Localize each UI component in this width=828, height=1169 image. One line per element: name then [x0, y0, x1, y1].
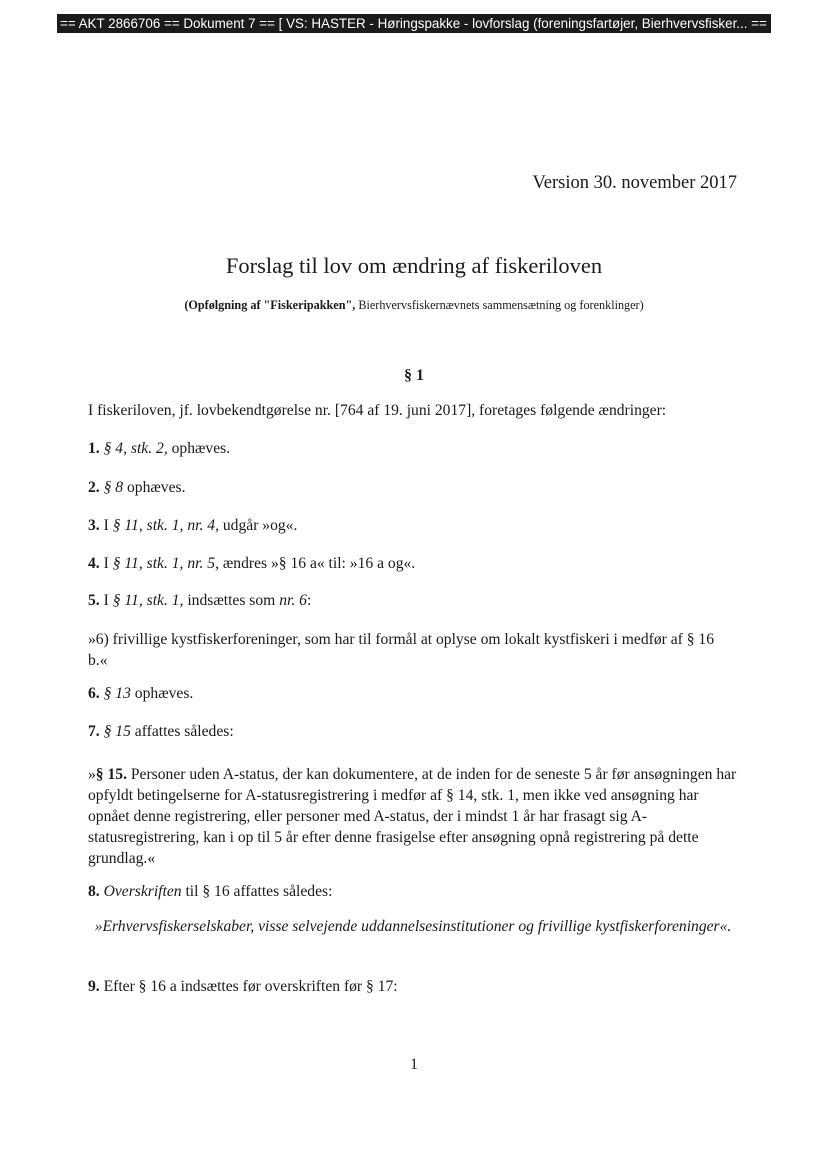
amendment-item-4 [88, 553, 415, 574]
item-reference: § 11, stk. 1, nr. 5, [112, 555, 219, 572]
item-number: 1. [88, 440, 100, 457]
item-text: I [99, 555, 113, 572]
item-text: ophæves. [130, 685, 194, 702]
item-text: indsættes som [183, 592, 280, 609]
item-text: udgår »og«. [218, 517, 298, 534]
item-5-quote: »6) frivillige kystfiskerforeninger, som har til formål at oplyse om lokalt kystfiskeri i medfør af § 16 b.« [88, 631, 715, 669]
quote-open-mark: » [88, 766, 96, 783]
amendment-item-5 [88, 590, 311, 611]
item-text: til § 16 affattes således: [181, 883, 333, 900]
section-heading: § 1 [404, 367, 424, 384]
amendment-item-7 [88, 721, 234, 742]
item-reference: Overskriften [103, 883, 182, 900]
quote-section-ref: § 15. [95, 766, 127, 783]
document-header-bar: == AKT 2866706 == Dokument 7 == [ VS: HASTER - Høringspakke - lovforslag (foreningsfartøjer, Bierhvervsfisker... == [57, 14, 771, 33]
amendment-item-2 [88, 477, 185, 498]
item-text: I [99, 517, 113, 534]
item-number: 7. [88, 723, 100, 740]
item-text: ændres »§ 16 a« til: »16 a og«. [218, 555, 416, 572]
subtitle-bold-part: (Opfølgning af "Fiskeripakken", [184, 298, 359, 312]
quote-text: Personer uden A-status, der kan dokumentere, at de inden for de seneste 5 år før ansøgningen har opfyldt betingelserne for A-statusregistrering i medfør af § 14, stk. 1, men ikke ved ansøgning har opnået denne registrering, eller personer med A-status, der i mindst 1 år har frasagt sig A-statusregistrering, kan i op til 5 år efter denne frasigelse efter ansøgning opnå registrering på dette grundlag.« [88, 766, 737, 867]
amendment-item-8 [88, 881, 332, 902]
item-reference: § 15 [103, 723, 131, 740]
item-8-quote: »Erhvervsfiskerselskaber, visse selvejende uddannelsesinstitutioner og frivillige kystfiskerforeninger«. [94, 918, 732, 935]
page-number: 1 [410, 1056, 418, 1073]
amendment-item-6 [88, 683, 193, 704]
item-text: affattes således: [130, 723, 234, 740]
item-text-2: : [306, 592, 312, 609]
item-number: 9. [88, 978, 100, 995]
item-number: 3. [88, 517, 100, 534]
item-text: I [99, 592, 113, 609]
item-reference-2: nr. 6 [279, 592, 307, 609]
item-reference: § 8 [103, 479, 124, 496]
amendment-item-3 [88, 515, 297, 536]
version-date: Version 30. november 2017 [532, 173, 737, 193]
subtitle-normal-part: Bierhvervsfiskernævnets sammensætning og forenklinger) [358, 298, 644, 312]
item-reference: § 11, stk. 1, nr. 4, [112, 517, 219, 534]
item-number: 5. [88, 592, 100, 609]
item-7-quote [88, 764, 738, 869]
intro-paragraph: I fiskeriloven, jf. lovbekendtgørelse nr. [764 af 19. juni 2017], foretages følgende ændringer: [88, 402, 667, 419]
page-title: Forslag til lov om ændring af fiskeriloven [225, 253, 603, 278]
item-reference: § 4, stk. 2, [103, 440, 168, 457]
item-reference: § 11, stk. 1, [112, 592, 184, 609]
amendment-item-9 [88, 976, 398, 997]
item-number: 6. [88, 685, 100, 702]
item-text: ophæves. [123, 479, 186, 496]
item-reference: § 13 [103, 685, 131, 702]
page-subtitle [0, 298, 828, 313]
item-text: Efter § 16 a indsættes før overskriften før § 17: [99, 978, 398, 995]
item-text: ophæves. [167, 440, 231, 457]
item-number: 4. [88, 555, 100, 572]
amendment-item-1 [88, 438, 230, 459]
item-number: 2. [88, 479, 100, 496]
item-number: 8. [88, 883, 100, 900]
